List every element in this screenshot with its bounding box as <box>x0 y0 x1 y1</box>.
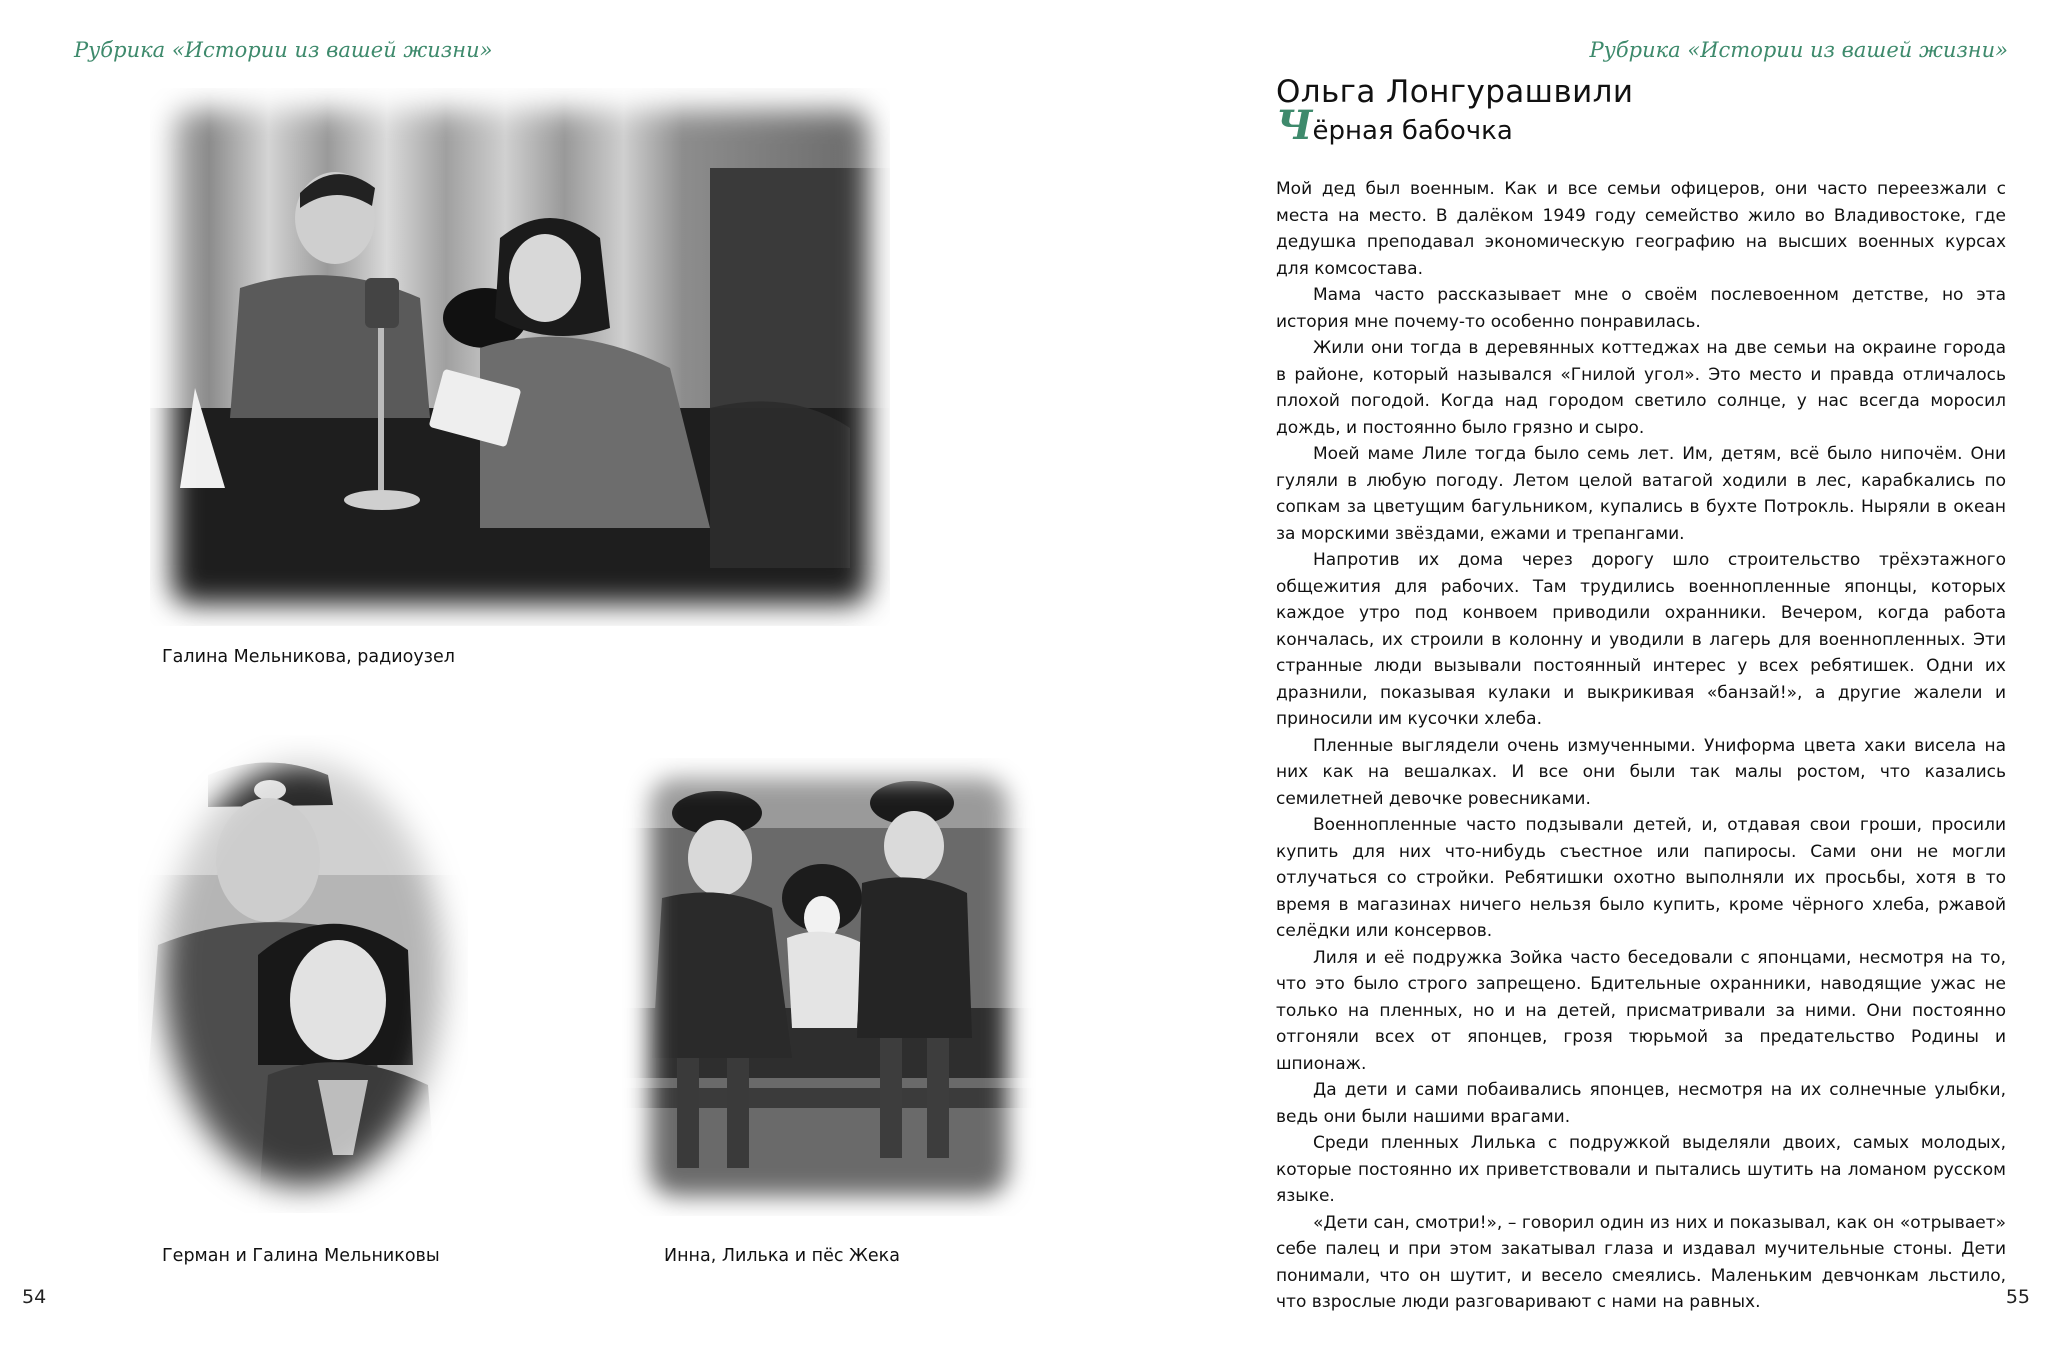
title-initial: Ч <box>1276 102 1313 149</box>
photo-caption: Галина Мельникова, радиоузел <box>162 647 455 667</box>
title-rest: ёрная бабочка <box>1312 116 1513 146</box>
paragraph: Напротив их дома через дорогу шло строительство трёхэтажного общежития для рабочих. Там трудились военнопленные японцы, которых каждое утро под конвоем приводили охранники. Вечером, когда работа кончалась, их строили в колонну и уводили в лагерь для военнопленных. Эти странные люди вызывали постоянный интерес у всех ребятишек. Одни их дразнили, показывая кулаки и выкрикивая «банзай!», а другие жалели и приносили им кусочки хлеба. <box>1276 550 2006 729</box>
rubric-header: Рубрика «Истории из вашей жизни» <box>74 38 493 62</box>
paragraph: Жили они тогда в деревянных коттеджах на две семьи на окраине города в районе, который назывался «Гнилой угол». Это место и правда отличалось плохой погодой. Когда над городом светило солнце, у нас всегда моросил дождь, и постоянно было грязно и сыро. <box>1276 338 2006 438</box>
article-author: Ольга Лонгурашвили <box>1276 74 1634 110</box>
paragraph: Да дети и сами побаивались японцев, несмотря на их солнечные улыбки, ведь они были нашими врагами. <box>1276 1080 2006 1127</box>
paragraph: Пленные выглядели очень измученными. Униформа цвета хаки висела на них как на вешалках. И все они были так малы ростом, что казались семилетней девочке ровесниками. <box>1276 735 2006 809</box>
paragraph: Мама часто рассказывает мне о своём послевоенном детстве, но эта история мне почему-то особенно понравилась. <box>1276 285 2006 332</box>
page-number: 54 <box>22 1286 47 1308</box>
paragraph: Среди пленных Лилька с подружкой выделяли двоих, самых молодых, которые постоянно их приветствовали и пытались шутить на ломаном русском языке. <box>1276 1133 2006 1206</box>
photo-couple-portrait <box>138 735 468 1213</box>
photo-caption: Инна, Лилька и пёс Жека <box>664 1246 900 1266</box>
photo-children-with-dog <box>622 758 1036 1216</box>
paragraph: «Дети сан, смотри!», – говорил один из них и показывал, как он «отрывает» себе палец и при этом закатывал глаза и издавал мучительные стоны. Дети понимали, что он шутит, и весело смеялись. Маленьким девчонкам льстило, что взрослые люди разговаривают с нами на равных. <box>1276 1212 2006 1312</box>
page-number: 55 <box>2005 1286 2030 1308</box>
paragraph: Мой дед был военным. Как и все семьи офицеров, они часто переезжали с места на место. В далёком 1949 году семейство жило во Владивостоке, где дедушка преподавал экономическую географию на высших военных курсах для комсостава. <box>1276 179 2006 279</box>
article-body <box>1276 176 2006 1316</box>
photo-radio-studio <box>150 88 890 626</box>
paragraph: Лиля и её подружка Зойка часто беседовали с японцами, несмотря на то, что это было строго запрещено. Бдительные охранники, наводящие ужас не только на пленных, но и на детей, присматривали за ними. Они постоянно отгоняли всех от японцев, грозя тюрьмой за предательство Родины и шпионаж. <box>1276 947 2006 1074</box>
photo-caption: Герман и Галина Мельниковы <box>162 1246 440 1266</box>
right-page <box>1024 0 2048 1351</box>
rubric-header: Рубрика «Истории из вашей жизни» <box>1589 38 2008 62</box>
paragraph: Моей маме Лиле тогда было семь лет. Им, детям, всё было нипочём. Они гуляли в любую погоду. Летом целой ватагой ходили в лес, карабкались по сопкам за цветущим багульником, купались в бухте Потрокль. Ныряли в океан за морскими звёздами, ежами и трепангами. <box>1276 444 2006 544</box>
paragraph: Военнопленные часто подзывали детей, и, отдавая свои гроши, просили купить для них что-нибудь съестное или папиросы. Сами они не могли отлучаться со стройки. Ребятишки охотно выполняли их просьбы, хотя в то время в магазинах ничего нельзя было купить, кроме чёрного хлеба, ржавой селёдки или консервов. <box>1276 815 2006 941</box>
article-title <box>1276 102 1513 149</box>
